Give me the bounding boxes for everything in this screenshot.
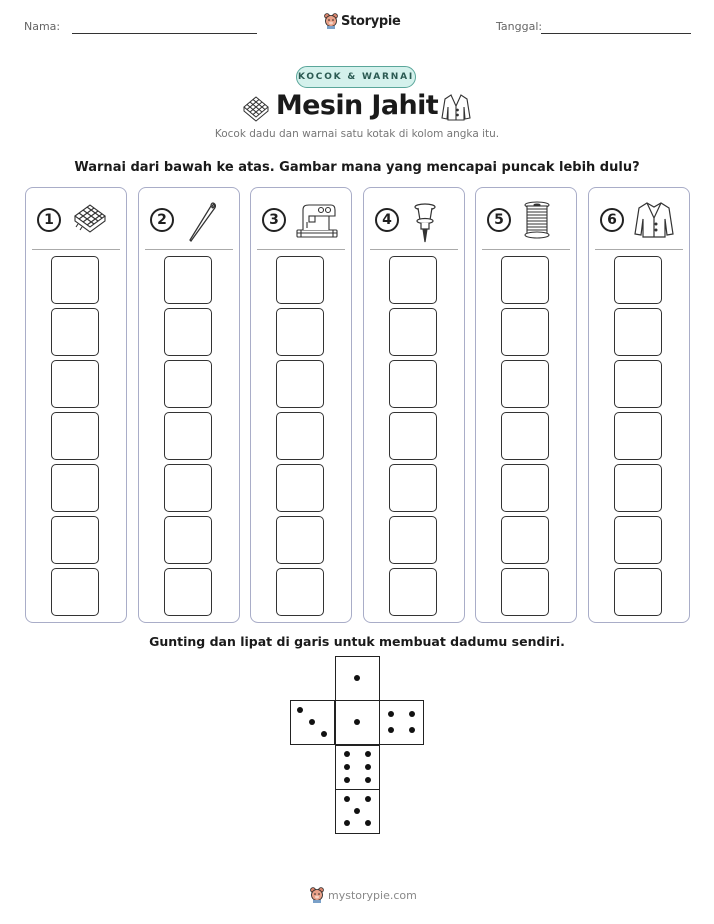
column-1 (25, 187, 127, 623)
color-box[interactable] (164, 412, 212, 460)
column-number: 4 (375, 208, 399, 232)
sewing-machine-icon (295, 200, 339, 244)
name-line[interactable] (72, 33, 257, 34)
color-box[interactable] (389, 412, 437, 460)
color-box[interactable] (276, 412, 324, 460)
page-subtitle: Kocok dadu dan warnai satu kotak di kolom angka itu. (214, 128, 500, 140)
dice-face-4 (379, 700, 424, 745)
dice-pip (409, 711, 415, 717)
activity-badge: KOCOK & WARNAI (296, 66, 416, 88)
color-box[interactable] (389, 568, 437, 616)
color-box[interactable] (501, 464, 549, 512)
column-number: 3 (262, 208, 286, 232)
color-box[interactable] (51, 308, 99, 356)
color-box[interactable] (614, 308, 662, 356)
pushpin-icon (408, 200, 444, 248)
dice-face-1 (335, 656, 380, 701)
dice-pip (354, 719, 360, 725)
dice-pip (365, 777, 371, 783)
color-box[interactable] (501, 360, 549, 408)
color-box[interactable] (614, 360, 662, 408)
dice-pip (354, 675, 360, 681)
color-box[interactable] (276, 516, 324, 564)
column-number: 2 (150, 208, 174, 232)
dice-pip (297, 707, 303, 713)
column-number: 1 (37, 208, 61, 232)
color-box[interactable] (164, 516, 212, 564)
needle-icon (183, 200, 223, 248)
brand-name: Storypie (341, 13, 401, 29)
column-5 (475, 187, 577, 623)
color-box[interactable] (51, 516, 99, 564)
color-box[interactable] (276, 464, 324, 512)
dice-pip (365, 751, 371, 757)
column-number: 6 (600, 208, 624, 232)
instruction-text: Warnai dari bawah ke atas. Gambar mana yang mencapai puncak lebih dulu? (74, 160, 640, 175)
color-box[interactable] (164, 256, 212, 304)
page-title: Mesin Jahit (275, 90, 439, 121)
color-box[interactable] (164, 568, 212, 616)
dice-pip (344, 764, 350, 770)
color-box[interactable] (51, 568, 99, 616)
column-divider (595, 249, 683, 250)
footer-url[interactable]: mystorypie.com (328, 888, 417, 902)
column-divider (32, 249, 120, 250)
column-3 (250, 187, 352, 623)
color-box[interactable] (276, 360, 324, 408)
dice-pip (344, 751, 350, 757)
footer (310, 887, 417, 903)
column-4 (363, 187, 465, 623)
dice-face-6 (335, 745, 380, 790)
color-box[interactable] (389, 464, 437, 512)
column-6 (588, 187, 690, 623)
color-box[interactable] (389, 360, 437, 408)
color-box[interactable] (614, 516, 662, 564)
brand-logo (324, 13, 401, 29)
dice-pip (388, 727, 394, 733)
color-box[interactable] (276, 568, 324, 616)
color-box[interactable] (51, 360, 99, 408)
color-box[interactable] (501, 516, 549, 564)
dice-pip (344, 820, 350, 826)
dice-pip (365, 820, 371, 826)
color-box[interactable] (164, 308, 212, 356)
bear-icon (310, 887, 324, 903)
dice-pip (344, 777, 350, 783)
dice-pip (354, 808, 360, 814)
dice-face-5 (335, 789, 380, 834)
color-box[interactable] (501, 308, 549, 356)
color-box[interactable] (389, 256, 437, 304)
column-divider (482, 249, 570, 250)
color-box[interactable] (164, 360, 212, 408)
color-box[interactable] (276, 308, 324, 356)
column-2 (138, 187, 240, 623)
color-box[interactable] (501, 412, 549, 460)
date-label: Tanggal: (496, 20, 543, 33)
color-box[interactable] (164, 464, 212, 512)
cut-instruction: Gunting dan lipat di garis untuk membuat dadumu sendiri. (149, 634, 565, 649)
jacket-icon (633, 200, 675, 244)
color-box[interactable] (51, 256, 99, 304)
column-divider (370, 249, 458, 250)
color-box[interactable] (614, 256, 662, 304)
column-divider (145, 249, 233, 250)
color-box[interactable] (389, 308, 437, 356)
color-box[interactable] (614, 464, 662, 512)
column-number: 5 (487, 208, 511, 232)
color-box[interactable] (614, 412, 662, 460)
dice-face-1 (335, 700, 380, 745)
color-box[interactable] (276, 256, 324, 304)
dice-pip (409, 727, 415, 733)
color-box[interactable] (614, 568, 662, 616)
dice-pip (365, 796, 371, 802)
dice-pip (344, 796, 350, 802)
dice-pip (321, 731, 327, 737)
dice-face-3 (290, 700, 335, 745)
column-divider (257, 249, 345, 250)
bear-icon (324, 13, 338, 29)
color-box[interactable] (389, 516, 437, 564)
color-box[interactable] (501, 256, 549, 304)
fabric-icon (70, 200, 110, 242)
dice-pip (365, 764, 371, 770)
name-label: Nama: (24, 20, 61, 33)
color-box[interactable] (51, 412, 99, 460)
jacket-icon (440, 92, 472, 122)
date-line[interactable] (541, 33, 691, 34)
color-box[interactable] (51, 464, 99, 512)
dice-pip (388, 711, 394, 717)
color-box[interactable] (501, 568, 549, 616)
thread-spool-icon (520, 200, 554, 244)
dice-pip (309, 719, 315, 725)
